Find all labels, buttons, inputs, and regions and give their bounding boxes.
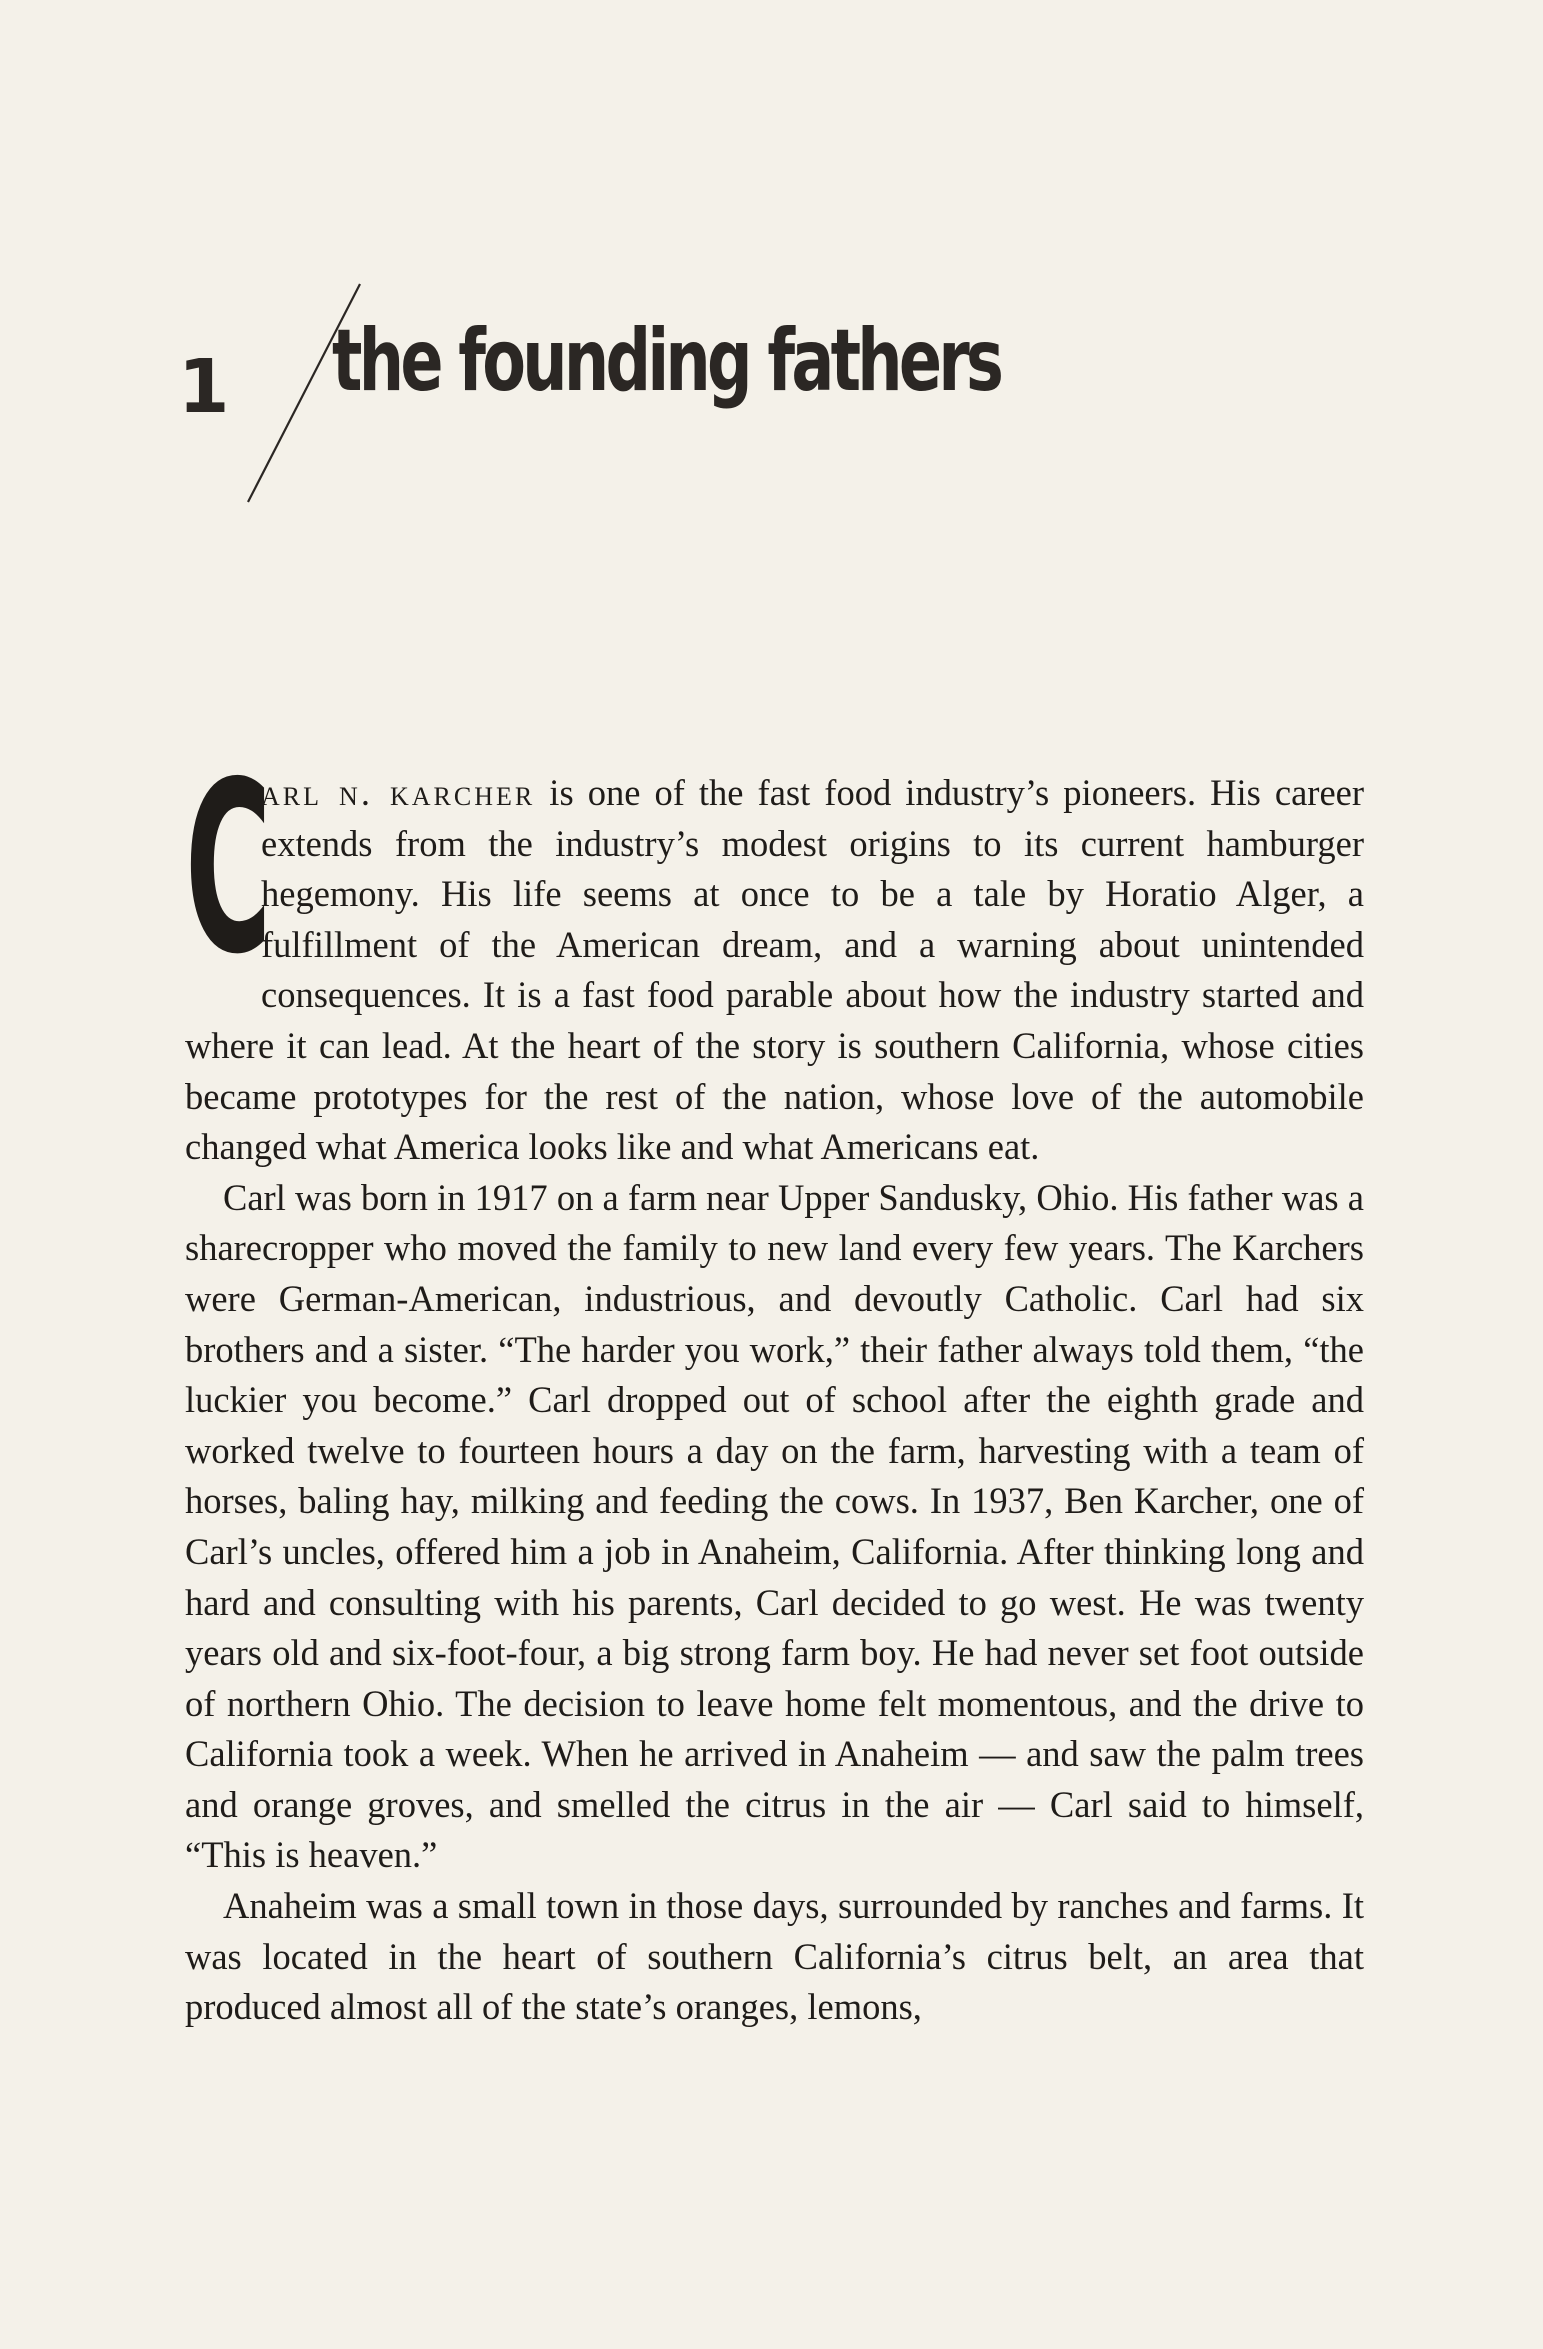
drop-cap: C	[185, 731, 272, 1006]
paragraph-1-text: is one of the fast food industry’s pioneers. His career extends from the industry’s modest origins to its current hamburger hegemony. His life seems at once to be a tale by Horatio Alger, a fulfillment of the American dream, and a warning about unintended consequences. It is a fast food parable about how the industry started and where it can lead. At the heart of the story is southern California, whose cities became prototypes for the rest of the nation, whose love of the automobile changed what America looks like and what Americans eat.	[185, 772, 1364, 1168]
paragraph-1	[185, 731, 1364, 1173]
chapter-number: 1	[178, 344, 230, 430]
chapter-title: the founding fathers	[332, 311, 1001, 411]
chapter-heading	[170, 280, 1070, 510]
paragraph-2: Carl was born in 1917 on a farm near Upper Sandusky, Ohio. His father was a sharecropper who moved the family to new land every few years. The Karchers were German-American, industrious, and devoutly Catholic. Carl had six brothers and a sister. “The harder you work,” their father always told them, “the luckier you become.” Carl dropped out of school after the eighth grade and worked twelve to fourteen hours a day on the farm, harvesting with a team of horses, baling hay, milking and feeding the cows. In 1937, Ben Karcher, one of Carl’s uncles, offered him a job in Anaheim, California. After thinking long and hard and consulting with his parents, Carl decided to go west. He was twenty years old and six-foot-four, a big strong farm boy. He had never set foot outside of northern Ohio. The decision to leave home felt momentous, and the drive to California took a week. When he arrived in Anaheim — and saw the palm trees and orange groves, and smelled the citrus in the air — Carl said to himself, “This is heaven.”	[185, 1176, 1364, 1876]
chapter-body	[185, 731, 1364, 2033]
paragraph-3: Anaheim was a small town in those days, surrounded by ranches and farms. It was located in the heart of southern California’s citrus belt, an area that produced almost all of the state’s oranges, lemons,	[185, 1885, 1364, 2028]
lead-small-caps: arl n. karcher	[261, 772, 536, 813]
